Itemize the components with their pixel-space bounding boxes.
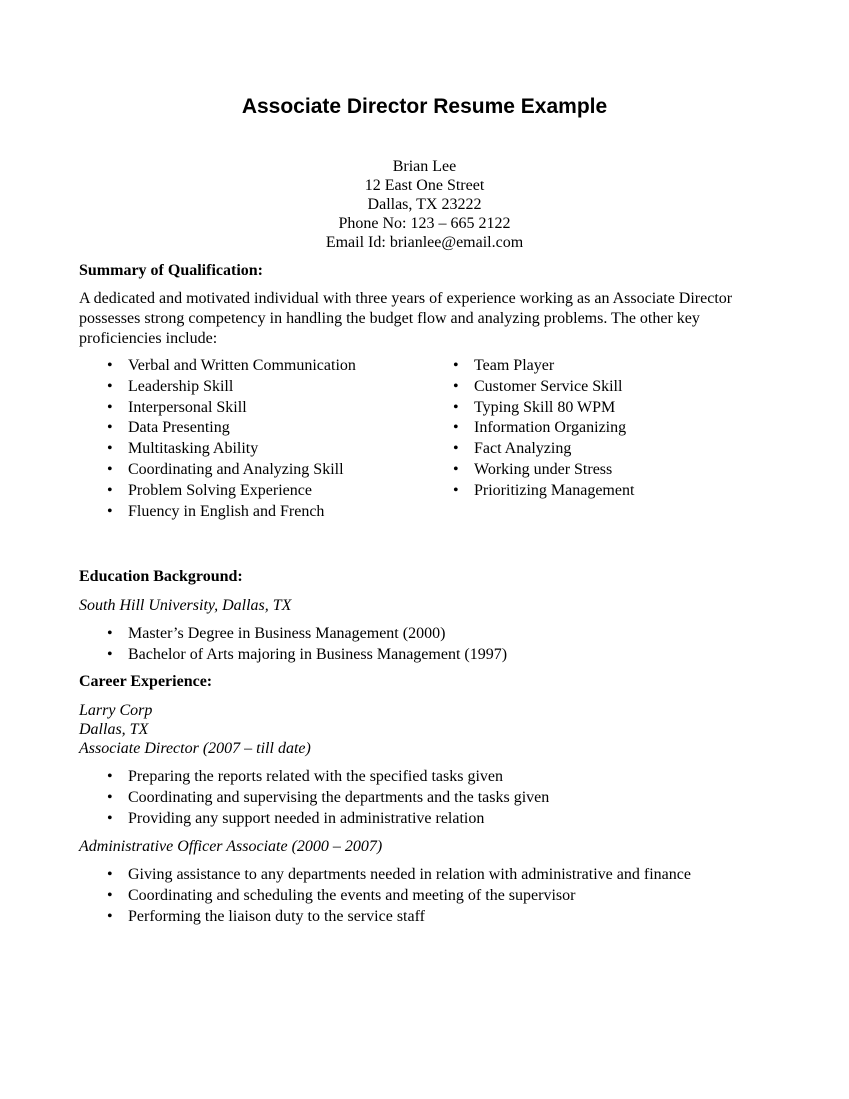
- role1-duties: [79, 767, 549, 829]
- skill-item: • Interpersonal Skill: [79, 398, 356, 419]
- education-school: South Hill University, Dallas, TX: [79, 597, 292, 614]
- role1-title: Associate Director (2007 – till date): [79, 740, 311, 757]
- skill-item: • Verbal and Written Communication: [79, 356, 356, 377]
- role2-duties: [79, 865, 691, 927]
- degree-item: • Bachelor of Arts majoring in Business Management (1997): [79, 645, 507, 666]
- document-title: Associate Director Resume Example: [241, 95, 608, 118]
- skill-item: • Information Organizing: [445, 418, 634, 439]
- career-heading: Career Experience:: [79, 673, 213, 690]
- skill-item: • Prioritizing Management: [445, 481, 634, 502]
- education-heading: Education Background:: [79, 568, 243, 585]
- skill-item: • Customer Service Skill: [445, 377, 634, 398]
- skill-item: • Fact Analyzing: [445, 439, 634, 460]
- skill-item: • Team Player: [445, 356, 634, 377]
- degree-item: • Master’s Degree in Business Management (2000): [79, 624, 507, 645]
- contact-email: Email Id: brianlee@email.com: [325, 234, 524, 251]
- skill-item: • Fluency in English and French: [79, 502, 356, 523]
- skill-item: • Typing Skill 80 WPM: [445, 398, 634, 419]
- duty-item: • Providing any support needed in administrative relation: [79, 809, 549, 830]
- summary-heading: Summary of Qualification:: [79, 262, 263, 279]
- summary-text: A dedicated and motivated individual with three years of experience working as an Associate Director possesses strong competency in handling the budget flow and analyzing problems. The other key proficiencies include:: [79, 290, 733, 347]
- skills-list-left: [79, 356, 356, 522]
- career-company: Larry Corp: [79, 702, 153, 719]
- career-location: Dallas, TX: [79, 721, 149, 738]
- contact-block: [0, 157, 849, 252]
- contact-city: Dallas, TX 23222: [367, 196, 482, 213]
- degree-list: [79, 624, 507, 666]
- skill-item: • Multitasking Ability: [79, 439, 356, 460]
- skill-item: • Data Presenting: [79, 418, 356, 439]
- duty-item: • Performing the liaison duty to the service staff: [79, 907, 691, 928]
- contact-street: 12 East One Street: [364, 177, 485, 194]
- duty-item: • Coordinating and supervising the departments and the tasks given: [79, 788, 549, 809]
- skill-item: • Working under Stress: [445, 460, 634, 481]
- role2-title: Administrative Officer Associate (2000 – 2007): [79, 838, 383, 855]
- skill-item: • Leadership Skill: [79, 377, 356, 398]
- contact-phone: Phone No: 123 – 665 2122: [338, 215, 511, 232]
- duty-item: • Coordinating and scheduling the events and meeting of the supervisor: [79, 886, 691, 907]
- skill-item: • Coordinating and Analyzing Skill: [79, 460, 356, 481]
- duty-item: • Giving assistance to any departments needed in relation with administrative and finance: [79, 865, 691, 886]
- contact-name: Brian Lee: [392, 158, 457, 175]
- duty-item: • Preparing the reports related with the specified tasks given: [79, 767, 549, 788]
- skills-list-right: [445, 356, 634, 502]
- skill-item: • Problem Solving Experience: [79, 481, 356, 502]
